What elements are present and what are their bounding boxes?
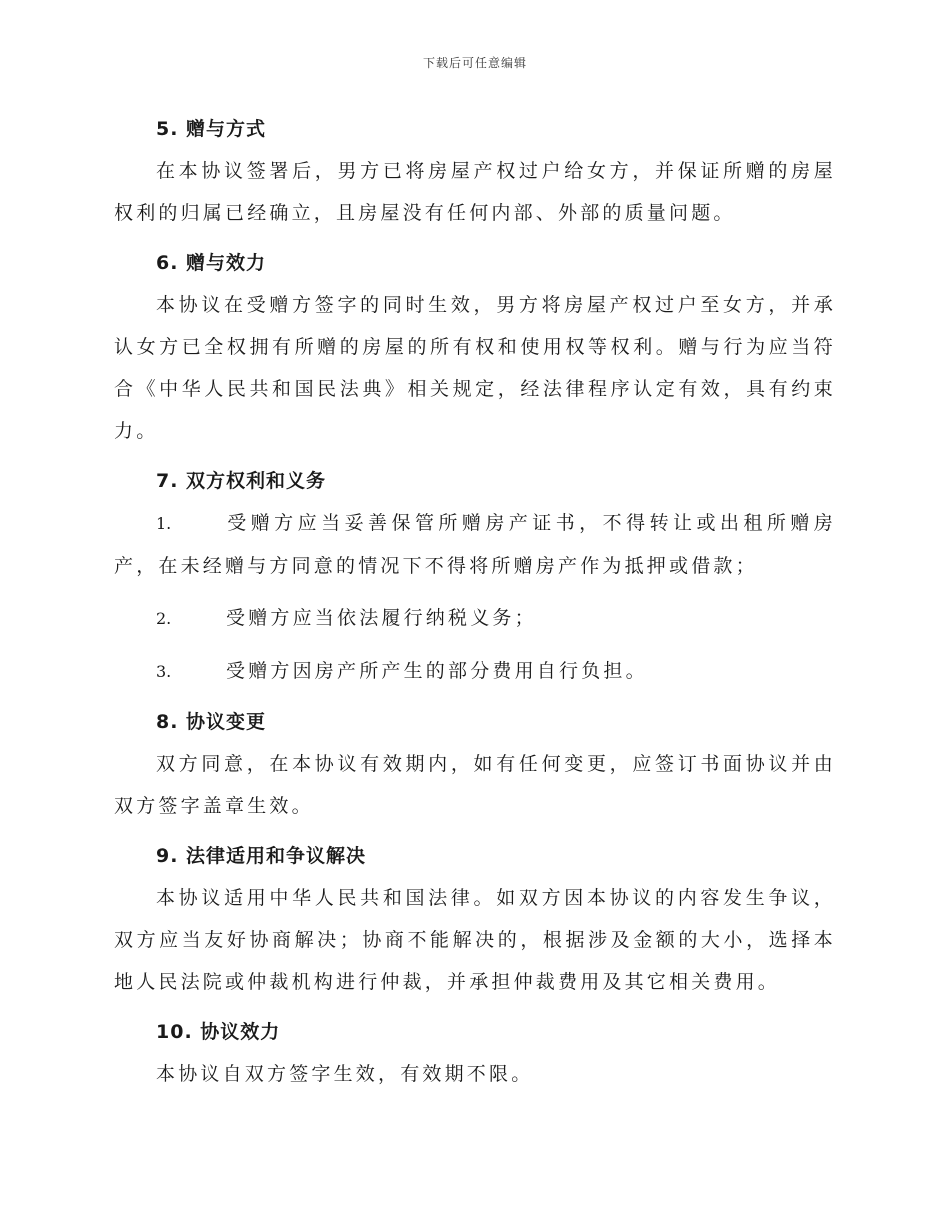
list-item-number: 2.	[156, 609, 172, 628]
section-gift-effect	[114, 244, 836, 452]
list-item-number: 3.	[156, 662, 172, 681]
list-item-text: 受赠方因房产所产生的部分费用自行负担。	[226, 660, 648, 682]
list-item-text: 受赠方应当依法履行纳税义务；	[226, 607, 537, 629]
list-item-text: 受赠方应当妥善保管所赠房产证书，不得转让或出租所赠房产，在未经赠与方同意的情况下不得将所赠房产作为抵押或借款；	[114, 512, 836, 577]
section-heading: 8. 协议变更	[156, 711, 267, 733]
page-header: 下载后可任意编辑	[422, 56, 527, 70]
section-heading: 10. 协议效力	[156, 1021, 281, 1043]
section-paragraph: 本协议自双方签字生效，有效期不限。	[156, 1063, 534, 1085]
section-heading: 5. 赠与方式	[156, 118, 267, 140]
section-paragraph: 双方同意，在本协议有效期内，如有任何变更，应签订书面协议并由双方签字盖章生效。	[114, 753, 836, 817]
section-paragraph: 在本协议签署后，男方已将房屋产权过户给女方，并保证所赠的房屋权利的归属已经确立，且房屋没有任何内部、外部的质量问题。	[114, 160, 836, 224]
section-heading: 6. 赠与效力	[156, 252, 267, 274]
section-paragraph: 本协议适用中华人民共和国法律。如双方因本协议的内容发生争议，双方应当友好协商解决；协商不能解决的，根据涉及金额的大小，选择本地人民法院或仲裁机构进行仲裁，并承担仲裁费用及其它相关费用。	[114, 887, 836, 993]
list-item	[114, 502, 836, 587]
section-law-dispute	[114, 837, 836, 1003]
section-gift-method	[114, 110, 836, 234]
list-item-number: 1.	[156, 514, 172, 533]
section-paragraph: 本协议在受赠方签字的同时生效，男方将房屋产权过户至女方，并承认女方已全权拥有所赠的房屋的所有权和使用权等权利。赠与行为应当符合《中华人民共和国民法典》相关规定，经法律程序认定有效，具有约束力。	[114, 294, 836, 442]
section-rights-obligations	[114, 462, 836, 693]
list-item	[114, 597, 836, 640]
list-item	[114, 650, 836, 693]
section-heading: 9. 法律适用和争议解决	[156, 845, 367, 867]
section-agreement-change	[114, 703, 836, 827]
section-heading: 7. 双方权利和义务	[156, 470, 327, 492]
section-agreement-validity	[114, 1013, 836, 1095]
document-body	[114, 110, 836, 1105]
